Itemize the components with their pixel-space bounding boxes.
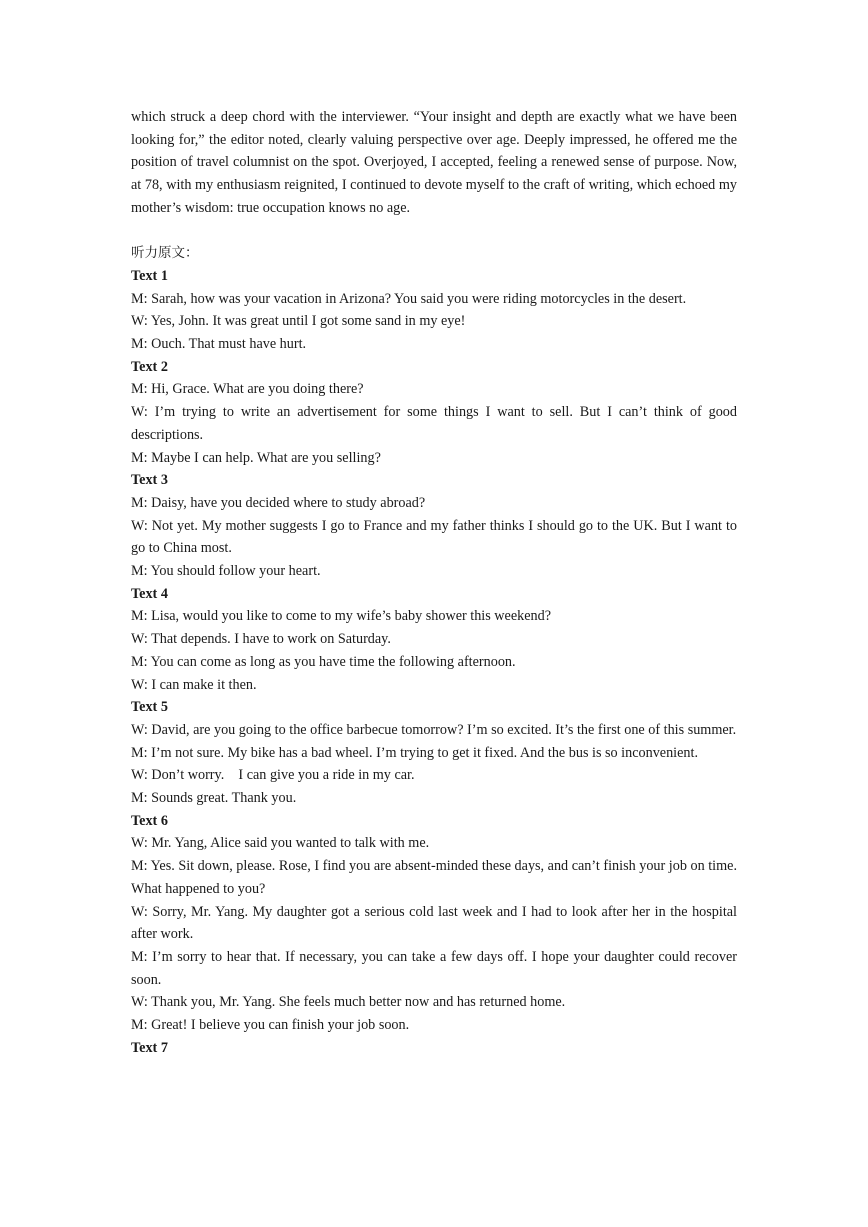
intro-paragraph: which struck a deep chord with the interviewer. “Your insight and depth are exactly what we have been looking for,” the editor noted, clearly valuing perspective over age. Deeply impressed, he offered me the position of travel columnist on the spot. Overjoyed, I accepted, feeling a renewed sense of purpose. Now, at 78, with my enthusiasm reignited, I continued to devote myself to the craft of writing, which echoed my mother’s wisdom: true occupation knows no age.: [131, 109, 737, 216]
text-section-6: [131, 810, 737, 1037]
text-label: Text 3: [131, 472, 168, 489]
dialogue-line: M: Sarah, how was your vacation in Arizona? You said you were riding motorcycles in the desert.: [131, 290, 687, 307]
paragraph-gap: [131, 220, 737, 243]
dialogue-line: W: Not yet. My mother suggests I go to France and my father thinks I should go to the UK. But I want to go to China most.: [131, 517, 737, 557]
dialogue-line: W: That depends. I have to work on Saturday.: [131, 631, 391, 648]
dialogue-line: M: Sounds great. Thank you.: [131, 790, 297, 807]
dialogue-line: M: Hi, Grace. What are you doing there?: [131, 381, 364, 398]
text-section-1: [131, 265, 737, 356]
dialogue-line: W: David, are you going to the office barbecue tomorrow? I’m so excited. It’s the first one of this summer.: [131, 721, 737, 738]
text-section-5: [131, 696, 737, 810]
dialogue-line: M: You can come as long as you have time the following afternoon.: [131, 653, 516, 670]
text-label: Text 5: [131, 699, 168, 716]
text-section-4: [131, 583, 737, 697]
text-label: Text 7: [131, 1039, 168, 1056]
text-section-2: [131, 356, 737, 470]
dialogue-line: M: Maybe I can help. What are you selling?: [131, 449, 381, 466]
transcript-heading: 听力原文：: [131, 245, 199, 262]
dialogue-line: W: I’m trying to write an advertisement for some things I want to sell. But I can’t think of good descriptions.: [131, 404, 737, 443]
dialogue-line: W: Mr. Yang, Alice said you wanted to talk with me.: [131, 835, 430, 852]
dialogue-line: W: Sorry, Mr. Yang. My daughter got a serious cold last week and I had to look after her in the hospital after work.: [131, 903, 737, 943]
text-section-3: [131, 469, 737, 583]
text-label: Text 2: [131, 358, 168, 375]
dialogue-line: M: I’m sorry to hear that. If necessary, you can take a few days off. I hope your daughter could recover soon.: [131, 949, 737, 988]
dialogue-line: M: Ouch. That must have hurt.: [131, 336, 307, 353]
dialogue-line: M: I’m not sure. My bike has a bad wheel. I’m trying to get it fixed. And the bus is so inconvenient.: [131, 744, 699, 761]
text-label: Text 4: [131, 585, 168, 602]
dialogue-line: M: Daisy, have you decided where to study abroad?: [131, 494, 426, 511]
dialogue-line: W: Don’t worry. I can give you a ride in my car.: [131, 767, 415, 784]
dialogue-line: M: Lisa, would you like to come to my wife’s baby shower this weekend?: [131, 608, 552, 625]
text-label: Text 1: [131, 267, 168, 284]
dialogue-line: M: You should follow your heart.: [131, 563, 321, 580]
dialogue-line: W: Yes, John. It was great until I got some sand in my eye!: [131, 313, 466, 330]
dialogue-line: M: Yes. Sit down, please. Rose, I find you are absent-minded these days, and can’t finish your job on time. What happened to you?: [131, 858, 737, 897]
dialogue-line: W: I can make it then.: [131, 676, 257, 693]
text-section-7: [131, 1037, 737, 1060]
document-page: [131, 106, 737, 1060]
dialogue-line: M: Great! I believe you can finish your job soon.: [131, 1017, 410, 1034]
dialogue-line: W: Thank you, Mr. Yang. She feels much better now and has returned home.: [131, 994, 566, 1011]
text-label: Text 6: [131, 812, 168, 829]
